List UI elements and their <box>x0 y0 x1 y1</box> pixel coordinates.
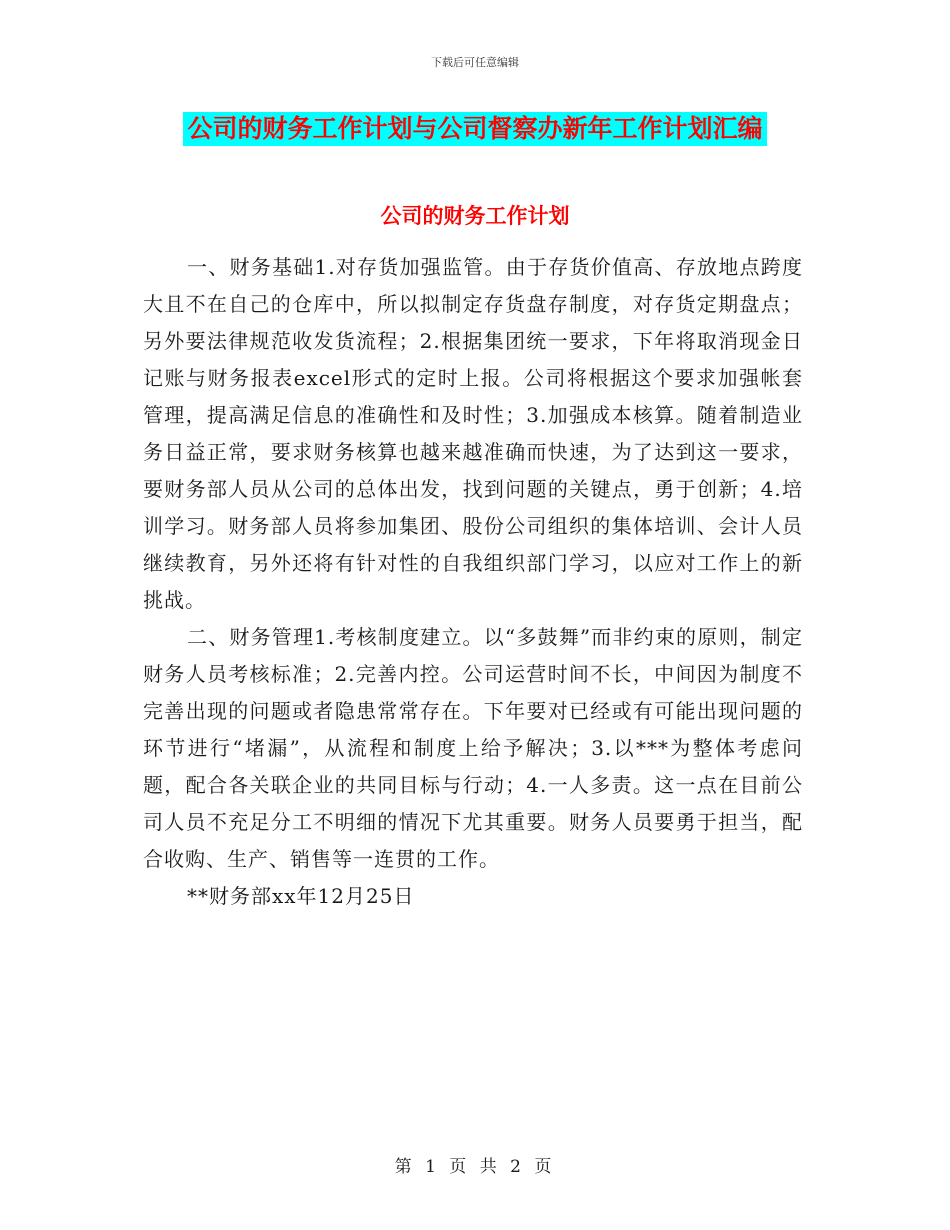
paragraph-financial-management: 二、财务管理1.考核制度建立。以“多鼓舞”而非约束的原则，制定财务人员考核标准；2.完善内控。公司运营时间不长，中间因为制度不完善出现的问题或者隐患常常存在。下年要对已经或有可能出现问题的环节进行“堵漏”，从流程和制度上给予解决；3.以***为整体考虑问题，配合各关联企业的共同目标与行动；4.一人多责。这一点在目前公司人员不充足分工不明细的情况下尤其重要。财务人员要勇于担当，配合收购、生产、销售等一连贯的工作。 <box>143 625 803 871</box>
main-title-container <box>0 112 950 146</box>
paragraph-financial-basics: 一、财务基础1.对存货加强监管。由于存货价值高、存放地点跨度大且不在自己的仓库中，所以拟制定存货盘存制度，对存货定期盘点；另外要法律规范收发货流程；2.根据集团统一要求，下年将取消现金日记账与财务报表excel形式的定时上报。公司将根据这个要求加强帐套管理，提高满足信息的准确性和及时性；3.加强成本核算。随着制造业务日益正常，要求财务核算也越来越准确而快速，为了达到这一要求，要财务部人员从公司的总体出发，找到问题的关键点，勇于创新；4.培训学习。财务部人员将参加集团、股份公司组织的集体培训、会计人员继续教育，另外还将有针对性的自我组织部门学习，以应对工作上的新挑战。 <box>143 255 803 612</box>
signature-line: **财务部xx年12月25日 <box>187 884 415 908</box>
header-note: 下载后可任意编辑 <box>431 56 519 69</box>
section-title: 公司的财务工作计划 <box>380 204 570 228</box>
document-body <box>143 249 803 915</box>
page-footer: 第 1 页 共 2 页 <box>394 1157 556 1177</box>
main-title: 公司的财务工作计划与公司督察办新年工作计划汇编 <box>183 112 766 146</box>
